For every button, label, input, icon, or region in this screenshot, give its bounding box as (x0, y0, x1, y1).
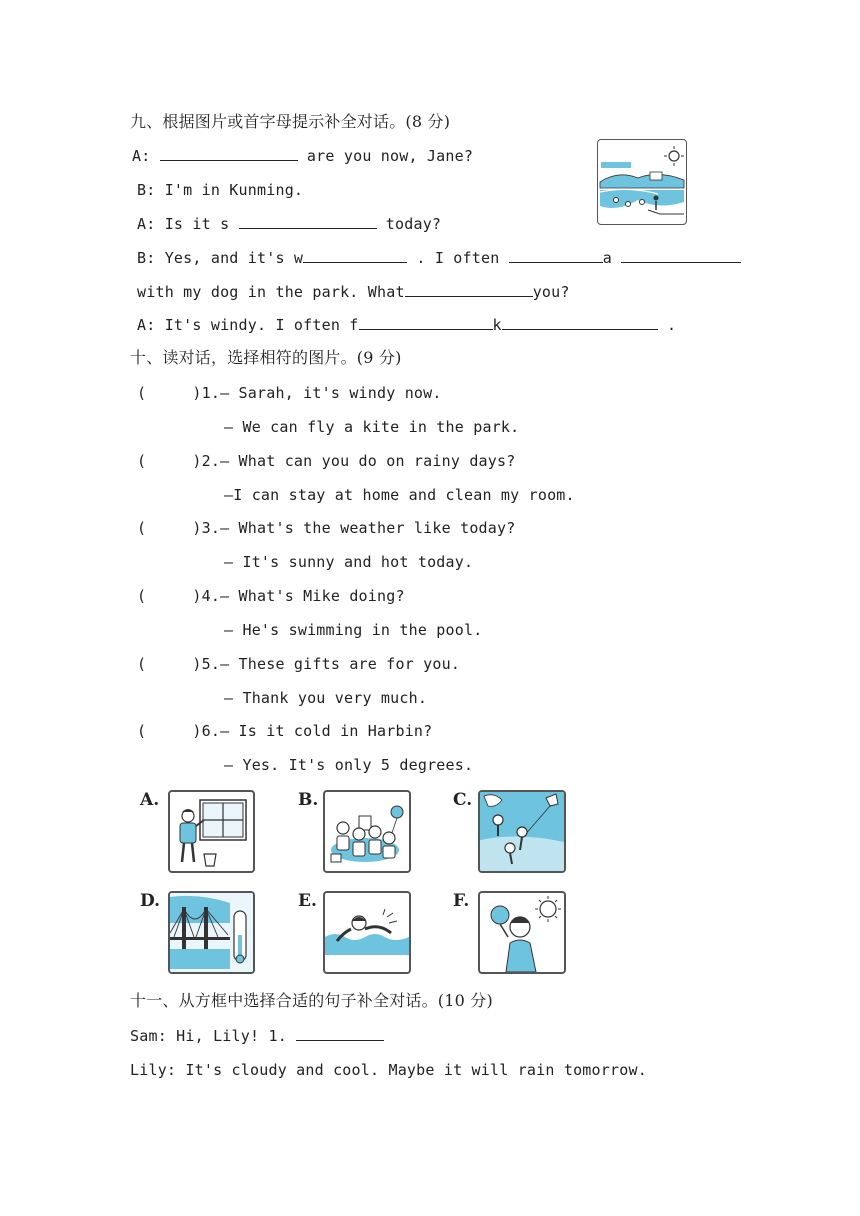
option-label-b: B. (298, 790, 319, 810)
answer-bracket[interactable]: ( ) (137, 587, 202, 605)
picture-c-flying-kite (478, 790, 566, 873)
answer-bracket[interactable]: ( ) (137, 722, 202, 740)
dialog-line: Sam: Hi, Lily! 1. (130, 1026, 384, 1046)
picture-b-party-gifts (323, 790, 411, 873)
picture-e-swimming (323, 891, 411, 974)
answer-line-6: — Yes. It's only 5 degrees. (224, 756, 474, 774)
option-label-a: A. (140, 790, 160, 810)
kunming-park-picture (597, 139, 687, 225)
answer-blank[interactable] (239, 214, 377, 229)
answer-blank[interactable] (296, 1026, 384, 1041)
option-label-e: E. (298, 891, 317, 911)
answer-line-2: —I can stay at home and clean my room. (224, 486, 575, 504)
answer-line-3: — It's sunny and hot today. (224, 553, 474, 571)
question-2: ( )2.— What can you do on rainy days? (137, 452, 516, 470)
dialog-line: A: Is it s today? (137, 215, 442, 233)
question-3: ( )3.— What's the weather like today? (137, 519, 516, 537)
answer-line-5: — Thank you very much. (224, 689, 428, 707)
answer-bracket[interactable]: ( ) (137, 655, 202, 673)
dialog-line: B: Yes, and it's w . I often a (137, 248, 741, 268)
dialog-line: B: I'm in Kunming. (137, 181, 304, 199)
picture-a-cleaning-room (168, 790, 255, 873)
section-9-title: 九、根据图片或首字母提示补全对话。(8 分) (130, 112, 451, 131)
option-label-c: C. (453, 790, 473, 810)
answer-blank[interactable] (621, 248, 741, 263)
section-10-title: 十、读对话，选择相符的图片。(9 分) (130, 348, 402, 367)
question-4: ( )4.— What's Mike doing? (137, 587, 405, 605)
answer-bracket[interactable]: ( ) (137, 452, 202, 470)
picture-f-sunny-hot (478, 891, 566, 974)
question-6: ( )6.— Is it cold in Harbin? (137, 722, 433, 740)
section-11-title: 十一、从方框中选择合适的句子补全对话。(10 分) (130, 991, 493, 1010)
dialog-line: A: are you now, Jane? (132, 147, 474, 165)
answer-blank[interactable] (405, 282, 533, 297)
answer-blank[interactable] (359, 315, 493, 330)
answer-blank[interactable] (160, 146, 298, 161)
question-5: ( )5.— These gifts are for you. (137, 655, 461, 673)
answer-blank[interactable] (509, 248, 603, 263)
dialog-line: with my dog in the park. What you? (137, 283, 570, 301)
answer-bracket[interactable]: ( ) (137, 519, 202, 537)
answer-line-1: — We can fly a kite in the park. (224, 418, 520, 436)
picture-d-cold-city-bridge (168, 891, 255, 974)
answer-blank[interactable] (303, 248, 407, 263)
option-label-d: D. (140, 891, 161, 911)
answer-blank[interactable] (502, 315, 658, 330)
dialog-line: A: It's windy. I often f k . (137, 316, 677, 334)
option-label-f: F. (453, 891, 470, 911)
dialog-line: Lily: It's cloudy and cool. Maybe it will rain tomorrow. (130, 1061, 647, 1079)
answer-bracket[interactable]: ( ) (137, 384, 202, 402)
answer-line-4: — He's swimming in the pool. (224, 621, 483, 639)
question-1: ( )1.— Sarah, it's windy now. (137, 384, 442, 402)
